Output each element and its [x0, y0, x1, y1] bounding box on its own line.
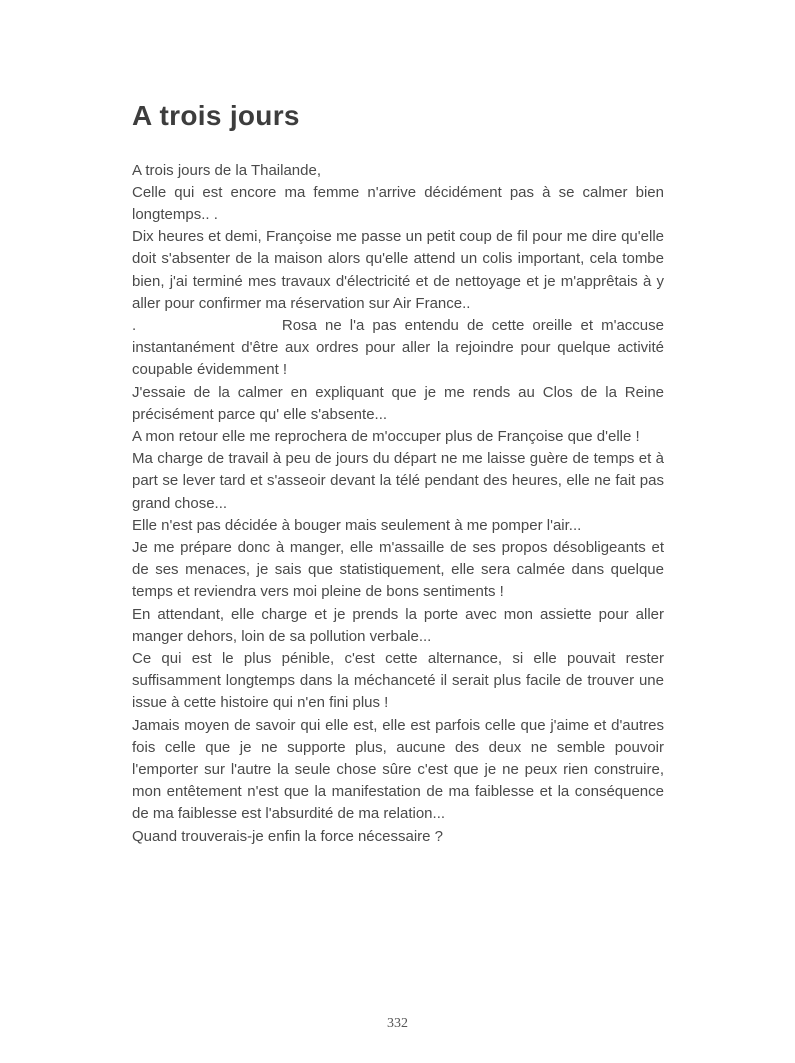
paragraph: Jamais moyen de savoir qui elle est, elle est parfois celle que j'aime et d'autres fois celle que je ne supporte plus, aucune des deux ne semble pouvoir l'emporter sur l'autre la seule chose sûre c'est que je ne peux rien construire, mon entêtement n'est que la manifestation de ma faiblesse et la conséquence de ma faiblesse est l'absurdité de ma relation... [132, 716, 664, 823]
paragraph: Ma charge de travail à peu de jours du départ ne me laisse guère de temps et à part se lever tard et s'asseoir devant la télé pendant des heures, elle ne fait pas grand chose... [132, 450, 664, 512]
body-text [132, 160, 664, 848]
paragraph: En attendant, elle charge et je prends la porte avec mon assiette pour aller manger dehors, loin de sa pollution verbale... [132, 605, 664, 645]
paragraph: Dix heures et demi, Françoise me passe un petit coup de fil pour me dire qu'elle doit s'absenter de la maison alors qu'elle attend un colis important, cela tombe bien, j'ai terminé mes travaux d'électricité et de nettoyage et je m'apprêtais à y aller pour confirmer ma réservation sur Air France.. [132, 228, 664, 312]
page-title: A trois jours [132, 100, 300, 131]
paragraph: A mon retour elle me reprochera de m'occuper plus de Françoise que d'elle ! [132, 428, 640, 446]
page-content [132, 99, 664, 848]
paragraph: . Rosa ne l'a pas entendu de cette oreille et m'accuse instantanément d'être aux ordres pour aller la rejoindre pour quelque activité coupable évidemment ! [132, 317, 664, 379]
paragraph: J'essaie de la calmer en expliquant que je me rends au Clos de la Reine précisément parce qu' elle s'absente... [132, 383, 664, 423]
paragraph: Je me prépare donc à manger, elle m'assaille de ses propos désobligeants et de ses menaces, je sais que statistiquement, elle sera calmée dans quelque temps et reviendra vers moi pleine de bons sentiments ! [132, 539, 664, 601]
paragraph: Celle qui est encore ma femme n'arrive décidément pas à se calmer bien longtemps.. . [132, 183, 664, 223]
page-number: 332 [387, 1016, 408, 1031]
paragraph: Quand trouverais-je enfin la force nécessaire ? [132, 827, 444, 845]
paragraph: A trois jours de la Thailande, [132, 161, 322, 179]
paragraph: Ce qui est le plus pénible, c'est cette alternance, si elle pouvait rester suffisamment longtemps dans la méchanceté il serait plus facile de trouver une issue à cette histoire qui n'en fini plus ! [132, 650, 664, 712]
paragraph: Elle n'est pas décidée à bouger mais seulement à me pomper l'air... [132, 516, 582, 534]
